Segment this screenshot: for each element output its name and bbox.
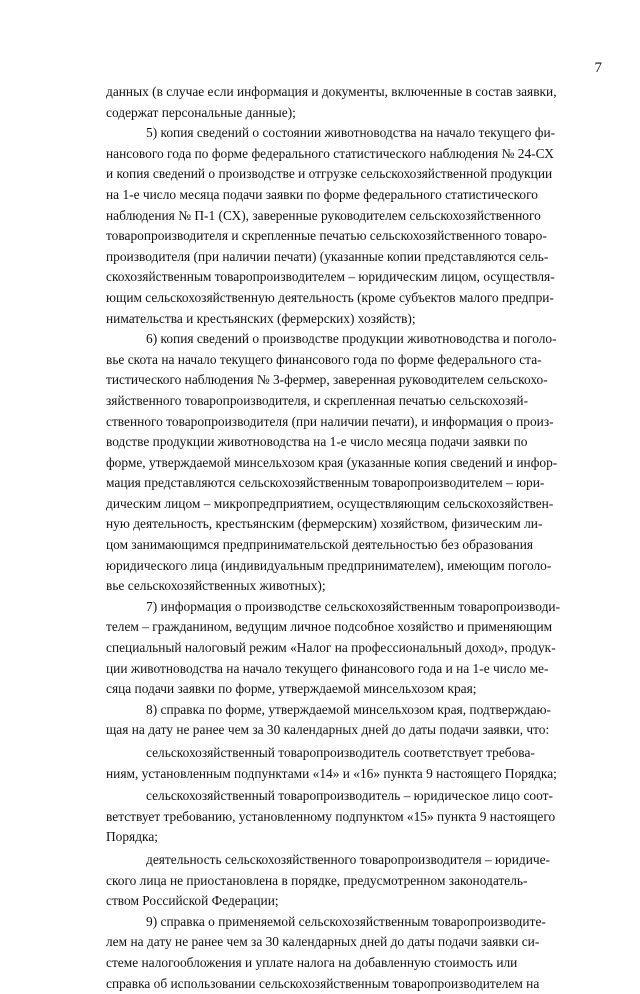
paragraph-item-6: 6) копия сведений о производстве продукции животноводства и поголо- вье скота на начало текущего финансового года по форме федерального ста- тистического наблюдения № 3-фермер, заверенная руководителем сельскохо- зяйственного товаропроизводителя, и скрепленная печатью сельскохозяй- ственного товаропроизводителя (при наличии печати), и информация о произ- водстве продукции животноводства на 1-е число месяца подачи заявки по форме, утверждаемой минсельхозом края (указанные копия сведений и инфор- мация представляются сельскохозяйственным товаропроизводителем – юри- дическим лицом – микропредприятием, осуществляющим сельскохозяйствен- ную деятельность, крестьянским (фермерским) хозяйством, физическим ли- цом занимающимся предпринимательской деятельностью без образования юридического лица (индивидуальным предпринимателем), имеющим поголо- вье сельскохозяйственных животных); xyxy=(106,331,558,594)
document-body xyxy=(106,82,600,994)
paragraph-item-8: 8) справка по форме, утверждаемой минсельхозом края, подтверждаю- щая на дату не ранее чем за 30 календарных дней до даты подачи заявки, что: xyxy=(106,701,551,738)
paragraph-continuation: данных (в случае если информация и документы, включенные в состав заявки, содержат персональные данные); xyxy=(106,84,557,120)
paragraph-item-8-sub-2: сельскохозяйственный товаропроизводитель – юридическое лицо соот- ветствует требованию, установленному подпунктом «15» пункта 9 настоящего Порядка; xyxy=(106,788,556,845)
paragraph-item-8-sub-3: деятельность сельскохозяйственного товаропроизводителя – юридиче- ского лица не приостановлена в порядке, предусмотренном законодатель- ством Российской Федерации; xyxy=(106,851,551,909)
paragraph-item-9: 9) справка о применяемой сельскохозяйственным товаропроизводите- лем на дату не ранее чем за 30 календарных дней до даты подачи заявки си- стеме налогообложения и уплате налога на добавленную стоимость или справка об использовании сельскохозяйственным товаропроизводителем на xyxy=(106,913,546,991)
paragraph-item-5: 5) копия сведений о состоянии животноводства на начало текущего фи- нансового года по форме федерального статистического наблюдения № 24-СХ и копия сведений о производстве и отгрузке сельскохозяйственной продукции на 1-е число месяца подачи заявки по форме федерального статистического наблюдения № П-1 (СХ), заверенные руководителем сельскохозяйственного товаропроизводителя и скрепленные печатью сельскохозяйственного товаро- производителя (при наличии печати) (указанные копии представляются сель- скохозяйственным товаропроизводителем – юридическим лицом, осуществля- ющим сельскохозяйственную деятельность (кроме субъектов малого предпри- нимательства и крестьянских (фермерских) хозяйств); xyxy=(106,125,556,326)
paragraph-item-8-sub-1: сельскохозяйственный товаропроизводитель соответствует требова- ниям, установленным подпунктами «14» и «16» пункта 9 настоящего Порядка; xyxy=(106,745,557,781)
paragraph-item-7: 7) информация о производстве сельскохозяйственным товаропроизводи- телем – гражданином, ведущим личное подсобное хозяйство и применяющим специальный налоговый режим «Налог на профессиональный доход», продук- ции животноводства на начало текущего финансового года и на 1-е число ме- сяца подачи заявки по форме, утверждаемой минсельхозом края; xyxy=(106,598,561,697)
page-number: 7 xyxy=(594,60,602,76)
